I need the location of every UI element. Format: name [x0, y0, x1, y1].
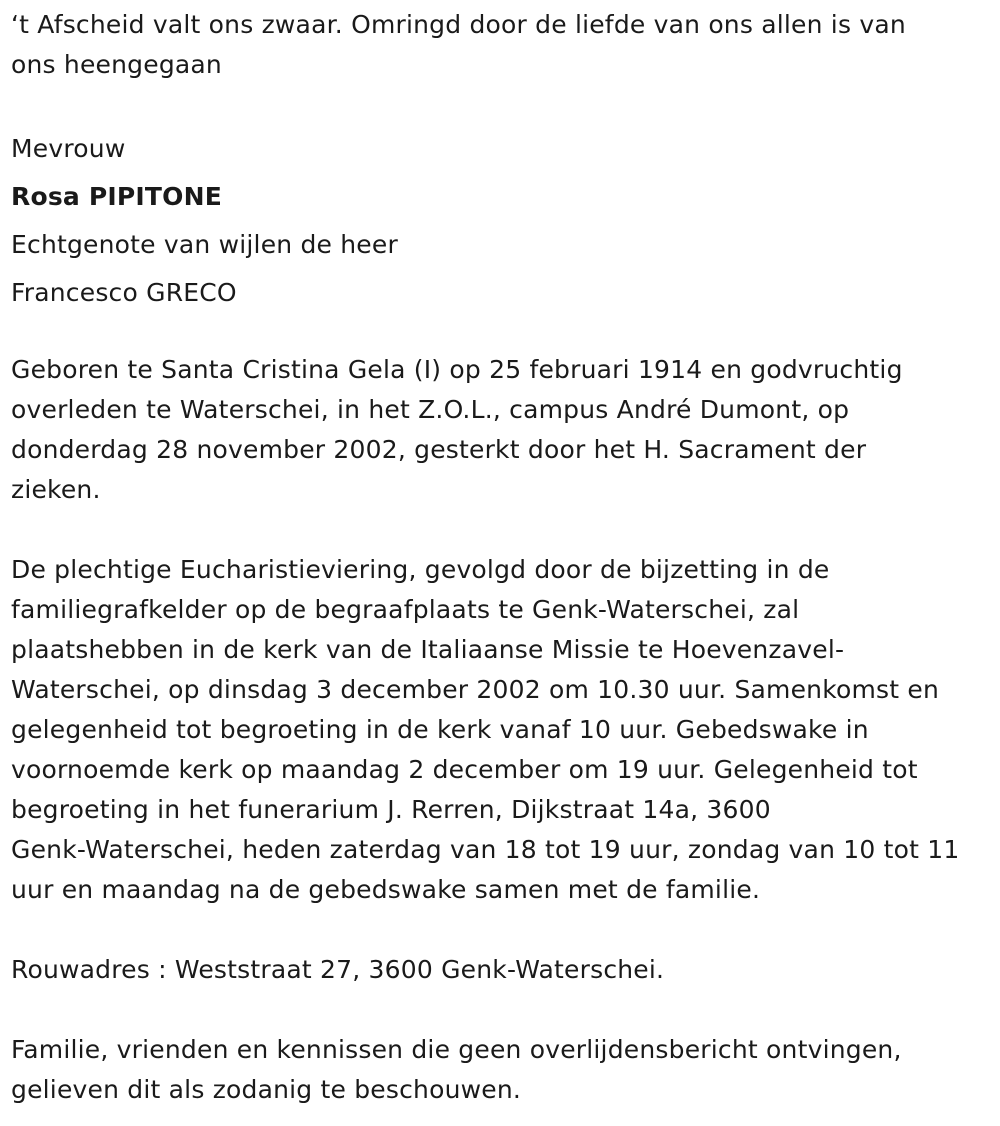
ceremony-line: uur en maandag na de gebedswake samen met de familie. [11, 875, 761, 904]
ceremony-line: Genk-Waterschei, heden zaterdag van 18 tot 19 uur, zondag van 10 tot 11 [11, 835, 960, 864]
birth-paragraph [11, 350, 1000, 510]
ceremony-line: Waterschei, op dinsdag 3 december 2002 om 10.30 uur. Samenkomst en [11, 675, 940, 704]
intro-paragraph [11, 5, 1000, 85]
ceremony-line: familiegrafkelder op de begraafplaats te Genk-Waterschei, zal [11, 595, 800, 624]
mourning-address: Rouwadres : Weststraat 27, 3600 Genk-Waterschei. [11, 955, 665, 984]
address-paragraph [11, 950, 1000, 990]
salutation: Mevrouw [11, 134, 126, 163]
deceased-block [11, 125, 1000, 317]
ceremony-line: De plechtige Eucharistieviering, gevolgd door de bijzetting in de [11, 555, 830, 584]
closing-line: Familie, vrienden en kennissen die geen overlijdensbericht ontvingen, [11, 1035, 902, 1064]
birth-line: Geboren te Santa Cristina Gela (I) op 25 februari 1914 en godvruchtig [11, 355, 903, 384]
birth-line: overleden te Waterschei, in het Z.O.L., campus André Dumont, op [11, 395, 850, 424]
ceremony-line: gelegenheid tot begroeting in de kerk vanaf 10 uur. Gebedswake in [11, 715, 869, 744]
ceremony-paragraph [11, 550, 1000, 910]
closing-line: gelieven dit als zodanig te beschouwen. [11, 1075, 522, 1104]
closing-paragraph [11, 1030, 1000, 1110]
ceremony-line: plaatshebben in de kerk van de Italiaanse Missie te Hoevenzavel- [11, 635, 845, 664]
deceased-name: Rosa PIPITONE [11, 182, 223, 211]
ceremony-line: begroeting in het funerarium J. Rerren, Dijkstraat 14a, 3600 [11, 795, 771, 824]
intro-line: ons heengegaan [11, 50, 222, 79]
birth-line: donderdag 28 november 2002, gesterkt door het H. Sacrament der [11, 435, 867, 464]
ceremony-line: voornoemde kerk op maandag 2 december om 19 uur. Gelegenheid tot [11, 755, 918, 784]
intro-line: ‘t Afscheid valt ons zwaar. Omringd door de liefde van ons allen is van [11, 10, 906, 39]
spouse-line: Echtgenote van wijlen de heer [11, 230, 398, 259]
spouse-name: Francesco GRECO [11, 278, 237, 307]
birth-line: zieken. [11, 475, 101, 504]
